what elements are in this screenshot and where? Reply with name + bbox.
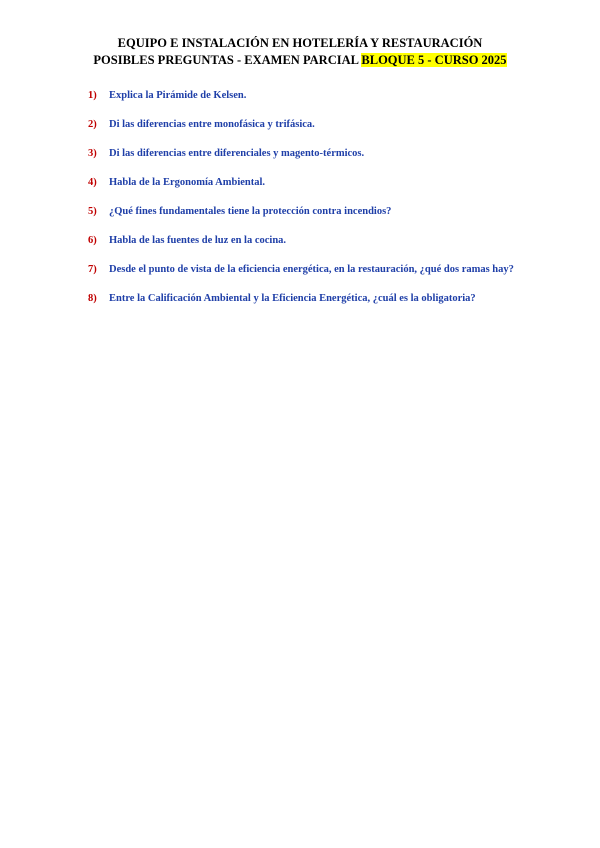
question-number: 4) <box>88 177 97 188</box>
question-text: Habla de las fuentes de luz en la cocina. <box>109 235 287 246</box>
question-number: 6) <box>88 235 97 246</box>
question-item-5 <box>88 204 528 219</box>
question-item-6 <box>88 233 528 248</box>
question-text: ¿Qué fines fundamentales tiene la protección contra incendios? <box>109 206 392 217</box>
title-line-2 <box>0 52 600 69</box>
document-title <box>0 35 600 69</box>
question-text: Entre la Calificación Ambiental y la Eficiencia Energética, ¿cuál es la obligatoria? <box>109 293 476 304</box>
question-text: Di las diferencias entre diferenciales y magento-térmicos. <box>109 148 365 159</box>
question-number: 3) <box>88 148 97 159</box>
question-text: Di las diferencias entre monofásica y trifásica. <box>109 119 315 130</box>
highlighted-block-label: BLOQUE 5 - CURSO 2025 <box>361 53 507 67</box>
title-line-1: EQUIPO E INSTALACIÓN EN HOTELERÍA Y RESTAURACIÓN <box>117 36 483 50</box>
question-text: Explica la Pirámide de Kelsen. <box>109 90 247 101</box>
title-line-2-text: POSIBLES PREGUNTAS - EXAMEN PARCIAL <box>93 53 362 67</box>
question-item-2 <box>88 117 528 132</box>
question-item-3 <box>88 146 528 161</box>
question-item-8 <box>88 291 528 306</box>
question-number: 7) <box>88 264 97 275</box>
question-number: 2) <box>88 119 97 130</box>
question-text: Desde el punto de vista de la eficiencia energética, en la restauración, ¿qué dos ramas hay? <box>109 264 514 275</box>
question-number: 5) <box>88 206 97 217</box>
question-number: 1) <box>88 90 97 101</box>
question-text: Habla de la Ergonomía Ambiental. <box>109 177 266 188</box>
question-item-7 <box>88 262 528 277</box>
question-number: 8) <box>88 293 97 304</box>
question-item-1 <box>88 88 528 103</box>
question-list <box>88 88 528 320</box>
question-item-4 <box>88 175 528 190</box>
